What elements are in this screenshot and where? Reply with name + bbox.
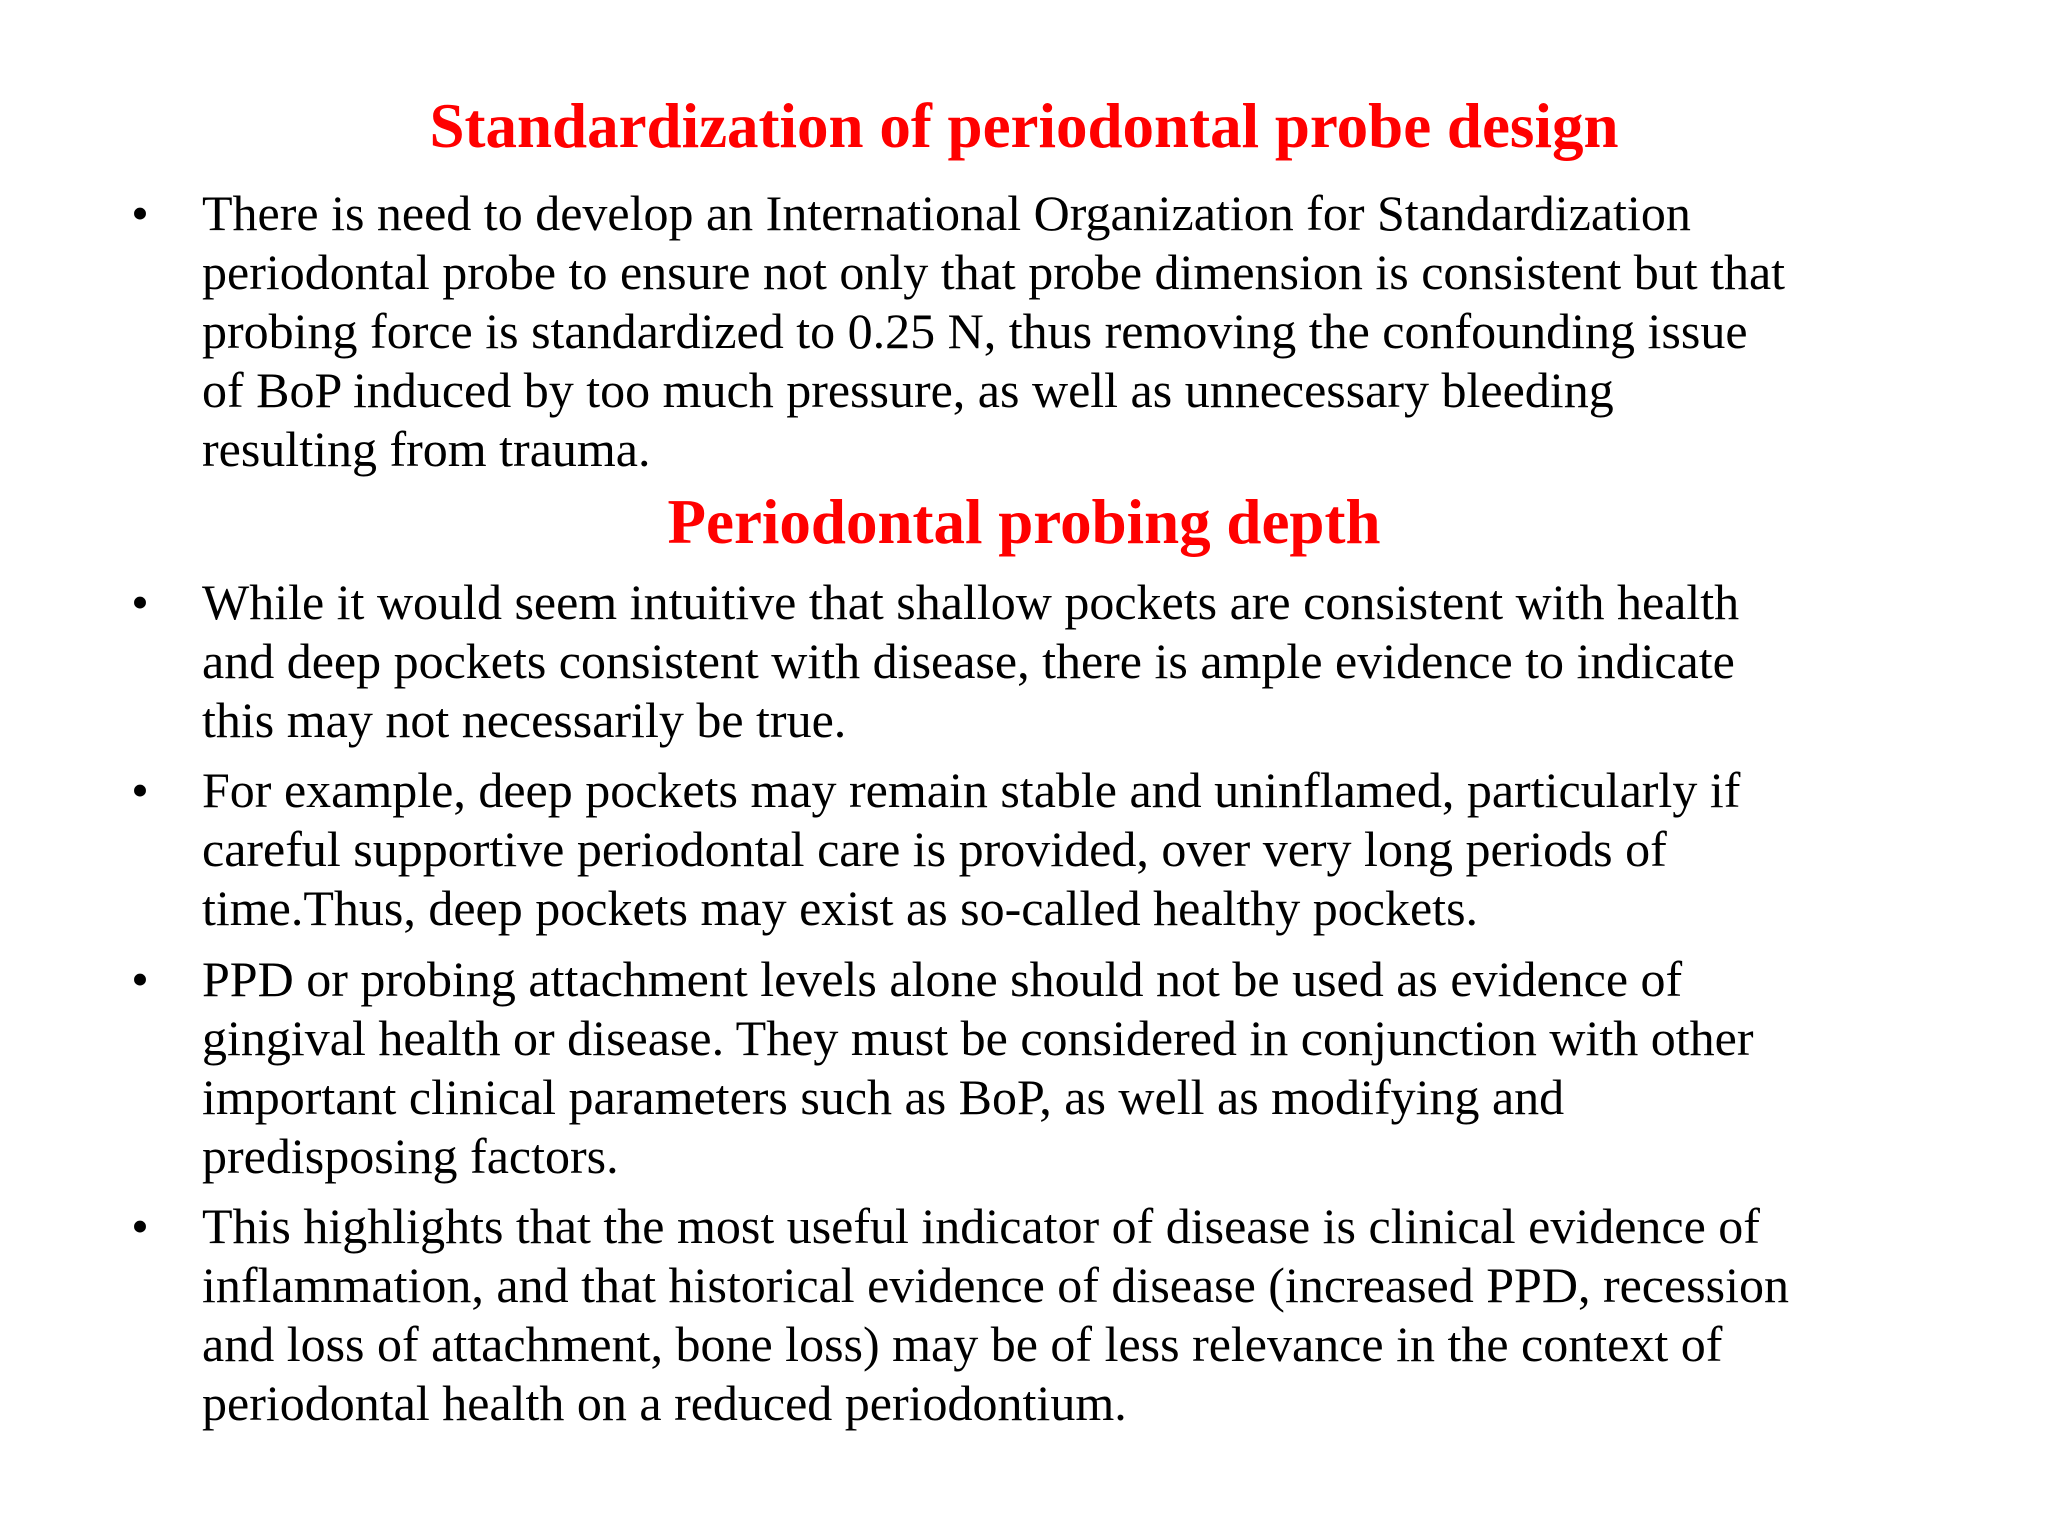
bullet-text: PPD or probing attachment levels alone should not be used as evidence of gingival health or disease. They must be considered in conjunction with other important clinical parameters such as BoP, as well as modifying and predisposing factors. xyxy=(202,951,1754,1184)
bullet-icon: • xyxy=(131,762,149,818)
bullet-icon: • xyxy=(131,574,149,630)
bullet-text: This highlights that the most useful indicator of disease is clinical evidence of inflammation, and that historical evidence of disease (increased PPD, recession and loss of attachment, bone loss) may be of less relevance in the context of periodontal health on a reduced periodontium. xyxy=(202,1198,1789,1431)
bullet-icon: • xyxy=(131,951,149,1007)
bullet-text: While it would seem intuitive that shallow pockets are consistent with health and deep pockets consistent with disease, there is ample evidence to indicate this may not necessarily be true. xyxy=(202,574,1740,748)
bullet-text: For example, deep pockets may remain stable and uninflamed, particularly if careful supportive periodontal care is provided, over very long periods of time.Thus, deep pockets may exist as so-called healthy pockets. xyxy=(202,762,1741,936)
bullet-icon: • xyxy=(131,185,149,241)
bullet-text: There is need to develop an International Organization for Standardization periodontal probe to ensure not only that probe dimension is consistent but that probing force is standardized to 0.25 N, thus removing the confounding issue of BoP induced by too much pressure, as well as unnecessary bleeding resulting from trauma. xyxy=(202,185,1786,477)
section-heading-probing-depth: Periodontal probing depth xyxy=(667,487,1381,557)
bullet-icon: • xyxy=(131,1198,149,1254)
section-heading-probe-design: Standardization of periodontal probe design xyxy=(429,91,1619,161)
